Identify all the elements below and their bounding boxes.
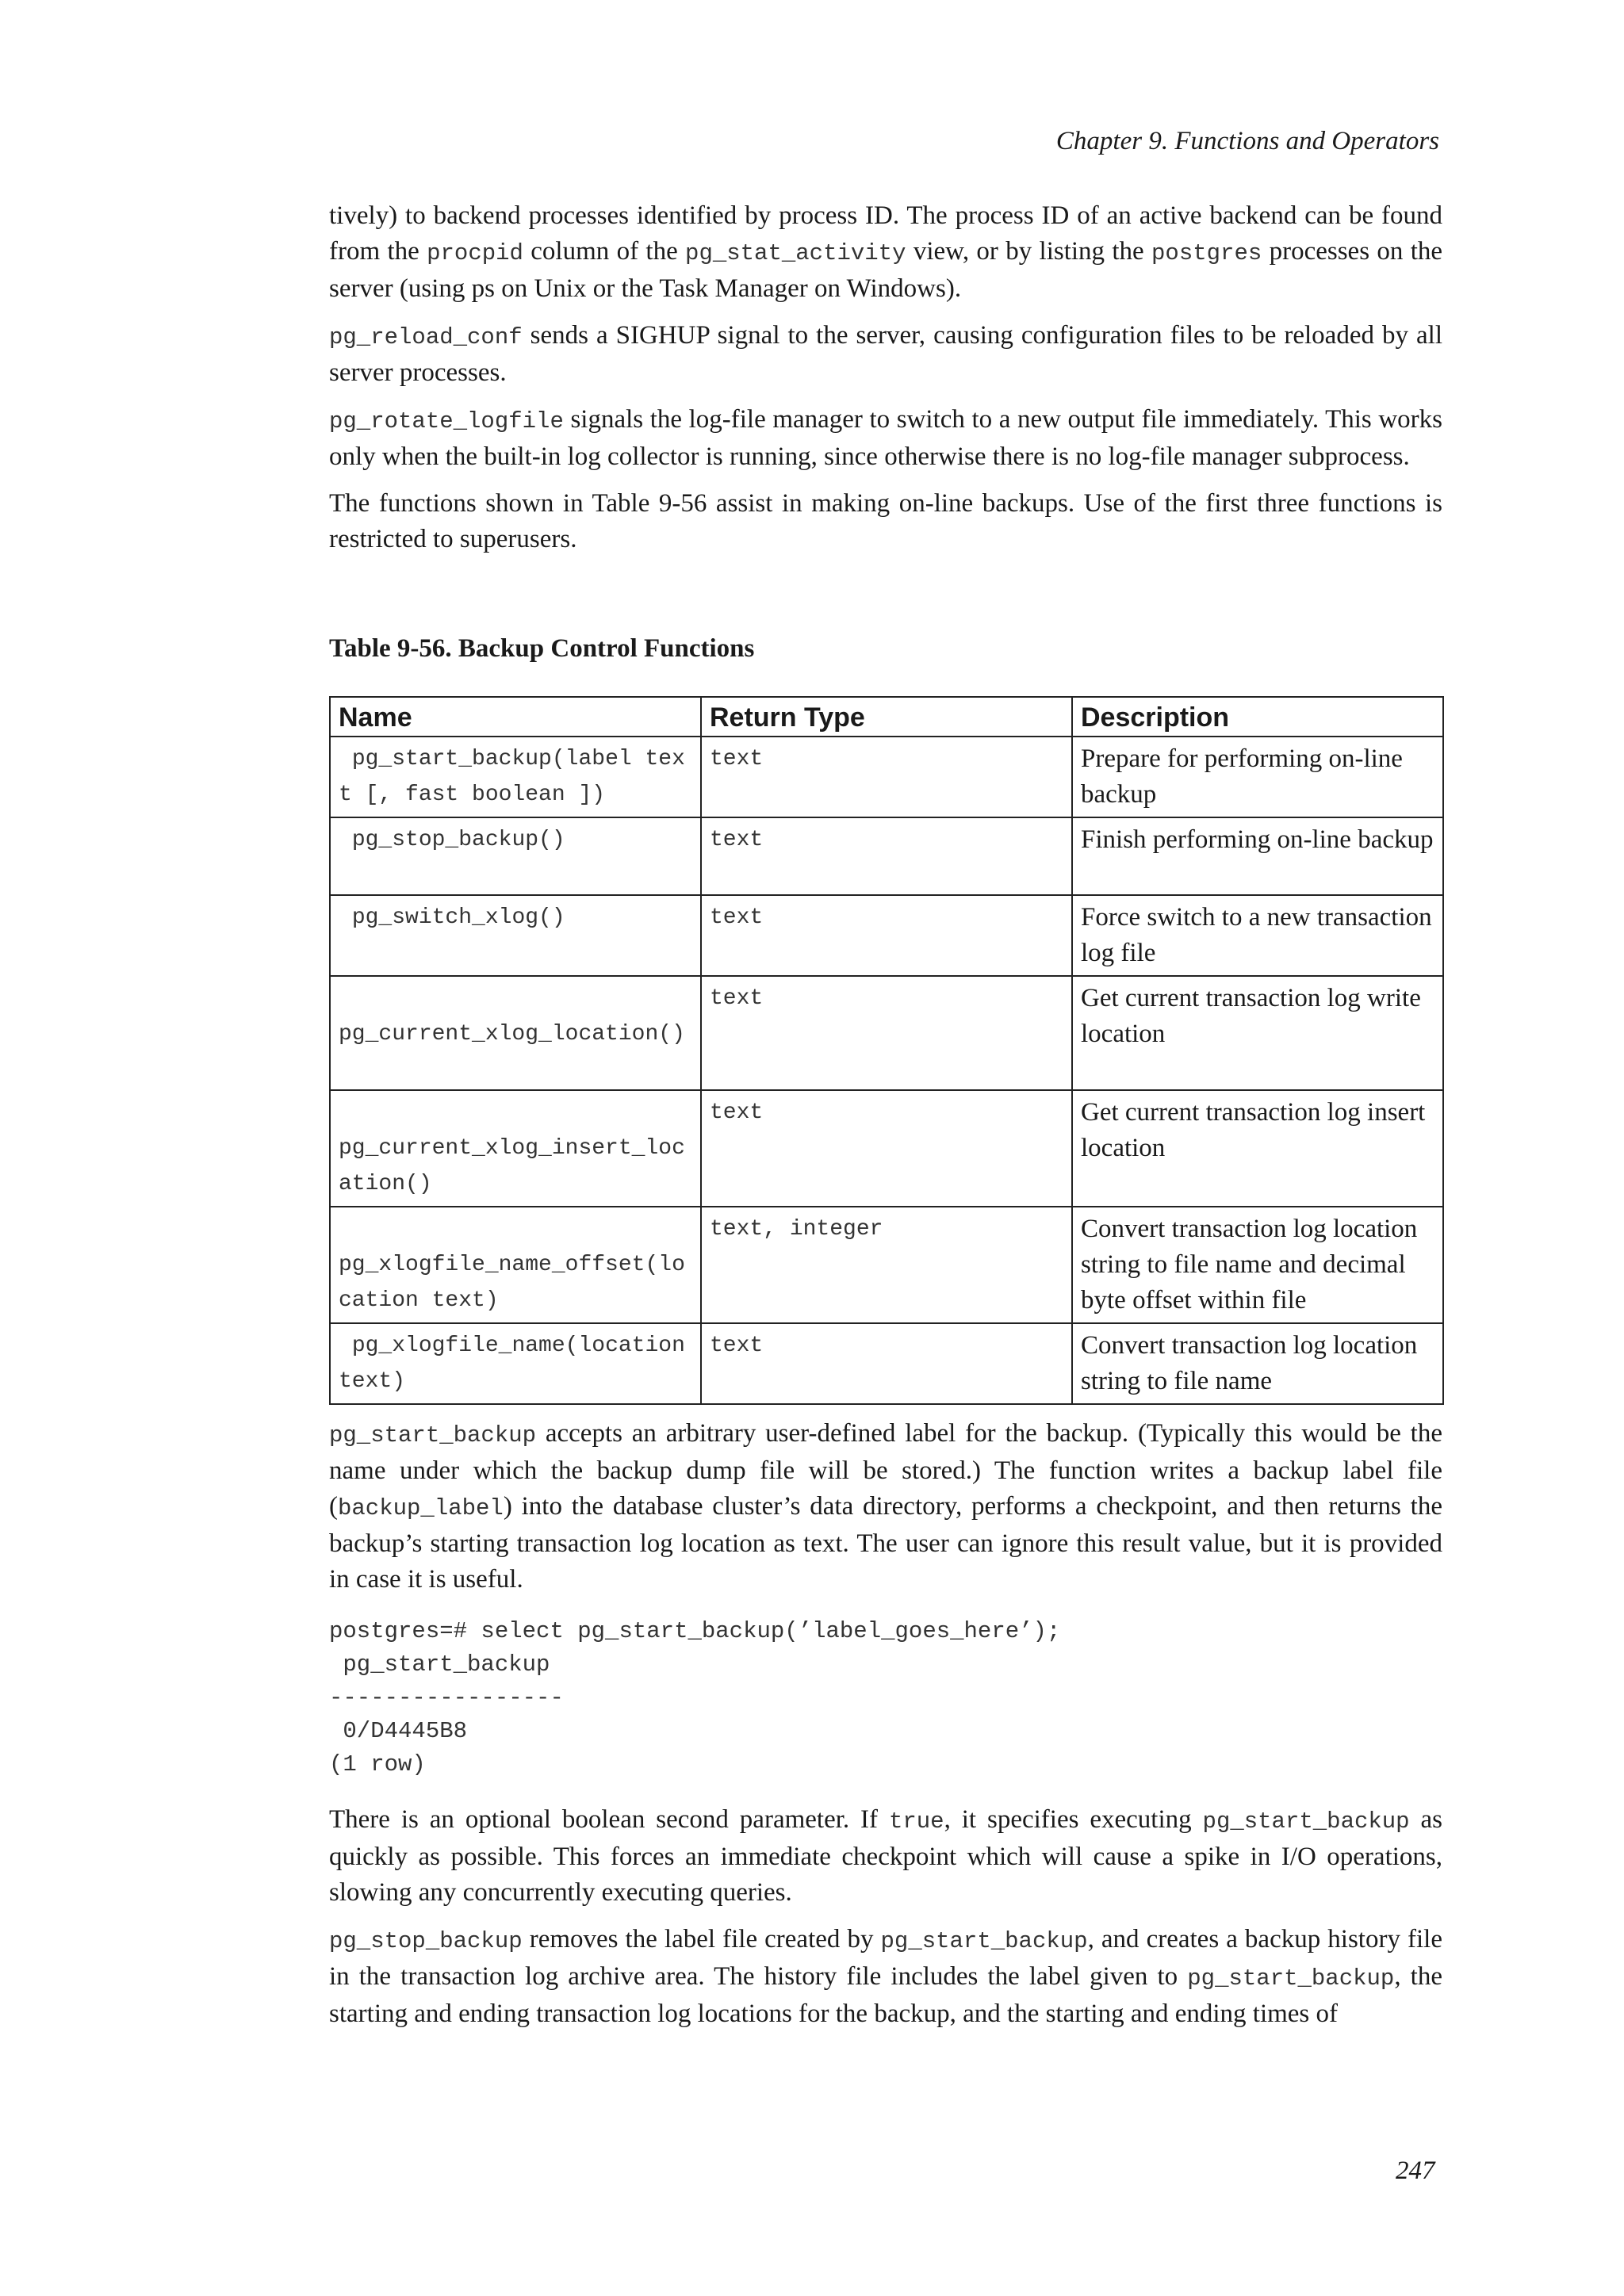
code-pg-start-backup: pg_start_backup bbox=[329, 1422, 537, 1448]
description: Get current transaction log write location bbox=[1072, 976, 1443, 1090]
return-type: text bbox=[701, 1090, 1072, 1207]
running-head: Chapter 9. Functions and Operators bbox=[1055, 127, 1439, 155]
description: Force switch to a new transaction log file bbox=[1072, 895, 1443, 976]
text: accepts an arbitrary user-defined label for the backup. (Typically this would be the name under which the backup dump file will be stored.) The function writes a backup label file ( bbox=[329, 1419, 1442, 1521]
return-type: text bbox=[701, 817, 1072, 895]
text: There is an optional boolean second parameter. If bbox=[329, 1805, 889, 1834]
paragraph-fast-parameter bbox=[329, 1802, 1442, 1911]
function-name: pg_start_backup(label text [, fast boolean ]) bbox=[330, 737, 701, 817]
function-name: pg_stop_backup() bbox=[330, 817, 701, 895]
description: Convert transaction log location string to file name bbox=[1072, 1323, 1443, 1404]
text: signals the log-file manager to switch to a new output file immediately. This works only when the built-in log collector is running, since otherwise there is no log-file manager subprocess. bbox=[329, 405, 1442, 471]
code-pg-stat-activity: pg_stat_activity bbox=[685, 240, 906, 266]
return-type: text bbox=[701, 976, 1072, 1090]
description: Finish performing on-line backup bbox=[1072, 817, 1443, 895]
paragraph-backup-intro bbox=[329, 486, 1442, 557]
code-example: postgres=# select pg_start_backup(’label_goes_here’); pg_start_backup ----------------- 0/D4445B8 (1 row) bbox=[329, 1618, 1061, 1777]
backup-functions-table bbox=[329, 696, 1444, 1405]
description: Prepare for performing on-line backup bbox=[1072, 737, 1443, 817]
text: removes the label file created by bbox=[522, 1925, 881, 1954]
code-pg-start-backup: pg_start_backup bbox=[880, 1928, 1088, 1954]
code-pg-stop-backup: pg_stop_backup bbox=[329, 1928, 523, 1954]
text: sends a SIGHUP signal to the server, causing configuration files to be reloaded by all server processes. bbox=[329, 321, 1442, 387]
text: as quickly as possible. This forces an immediate checkpoint which will cause a spike in I/O operations, slowing any concurrently executing queries. bbox=[329, 1805, 1442, 1907]
header-name: Name bbox=[330, 697, 701, 737]
text: view, or by listing the bbox=[906, 237, 1152, 266]
table-row bbox=[330, 1090, 1443, 1207]
table-row bbox=[330, 895, 1443, 976]
after-table-section bbox=[329, 1416, 1442, 2032]
code-pg-start-backup: pg_start_backup bbox=[1187, 1965, 1395, 1992]
return-type: text bbox=[701, 1323, 1072, 1404]
code-postgres: postgres bbox=[1151, 240, 1262, 266]
table-row bbox=[330, 1207, 1443, 1323]
code-true: true bbox=[888, 1808, 944, 1835]
table-row bbox=[330, 817, 1443, 895]
table-header-row bbox=[330, 697, 1443, 737]
function-name bbox=[330, 1207, 701, 1323]
paragraph-rotate-logfile bbox=[329, 402, 1442, 475]
function-name bbox=[330, 976, 701, 1090]
paragraph-backend-pid bbox=[329, 198, 1442, 307]
text: column of the bbox=[523, 237, 686, 266]
code-pg-start-backup: pg_start_backup bbox=[1202, 1808, 1410, 1835]
table-row bbox=[330, 737, 1443, 817]
table-caption: Table 9-56. Backup Control Functions bbox=[329, 634, 755, 663]
code-pg-reload-conf: pg_reload_conf bbox=[329, 324, 523, 350]
function-name-text: pg_xlogfile_name_offset(location text) bbox=[339, 1253, 685, 1313]
function-name-text: pg_current_xlog_location() bbox=[339, 1022, 685, 1047]
function-name: pg_switch_xlog() bbox=[330, 895, 701, 976]
text: , the starting and ending transaction log locations for the backup, and the starting and ending times of bbox=[329, 1962, 1442, 2028]
description: Convert transaction log location string to file name and decimal byte offset within file bbox=[1072, 1207, 1443, 1323]
table-row bbox=[330, 976, 1443, 1090]
header-description: Description bbox=[1072, 697, 1443, 737]
paragraph-reload-conf bbox=[329, 318, 1442, 391]
function-name: pg_xlogfile_name(location text) bbox=[330, 1323, 701, 1404]
code-backup-label: backup_label bbox=[338, 1495, 504, 1521]
text: , it specifies executing bbox=[944, 1805, 1203, 1834]
page-number: 247 bbox=[1396, 2156, 1435, 2185]
text: The functions shown in Table 9-56 assist in making on-line backups. Use of the first three functions is restricted to superusers. bbox=[329, 489, 1442, 553]
header-return-type: Return Type bbox=[701, 697, 1072, 737]
function-name-text: pg_current_xlog_insert_location() bbox=[339, 1136, 685, 1196]
text: processes on the server (using ps on Unix or the Task Manager on Windows). bbox=[329, 237, 1443, 303]
paragraph-stop-backup bbox=[329, 1922, 1442, 2032]
table-row bbox=[330, 1323, 1443, 1404]
paragraph-start-backup bbox=[329, 1416, 1442, 1598]
code-pg-rotate-logfile: pg_rotate_logfile bbox=[329, 408, 564, 434]
return-type: text, integer bbox=[701, 1207, 1072, 1323]
return-type: text bbox=[701, 895, 1072, 976]
description: Get current transaction log insert location bbox=[1072, 1090, 1443, 1207]
text: , and creates a backup history file in the transaction log archive area. The history file includes the label given to bbox=[329, 1925, 1442, 1991]
code-procpid: procpid bbox=[427, 240, 523, 266]
text: ) into the database cluster’s data directory, performs a checkpoint, and then returns the backup’s starting transaction log location as text. The user can ignore this result value, but it is provided in case it is useful. bbox=[329, 1492, 1442, 1594]
intro-section bbox=[329, 198, 1442, 557]
function-name bbox=[330, 1090, 701, 1207]
text: tively) to backend processes identified by process ID. The process ID of an active backend can be found from the bbox=[329, 201, 1442, 266]
return-type: text bbox=[701, 737, 1072, 817]
